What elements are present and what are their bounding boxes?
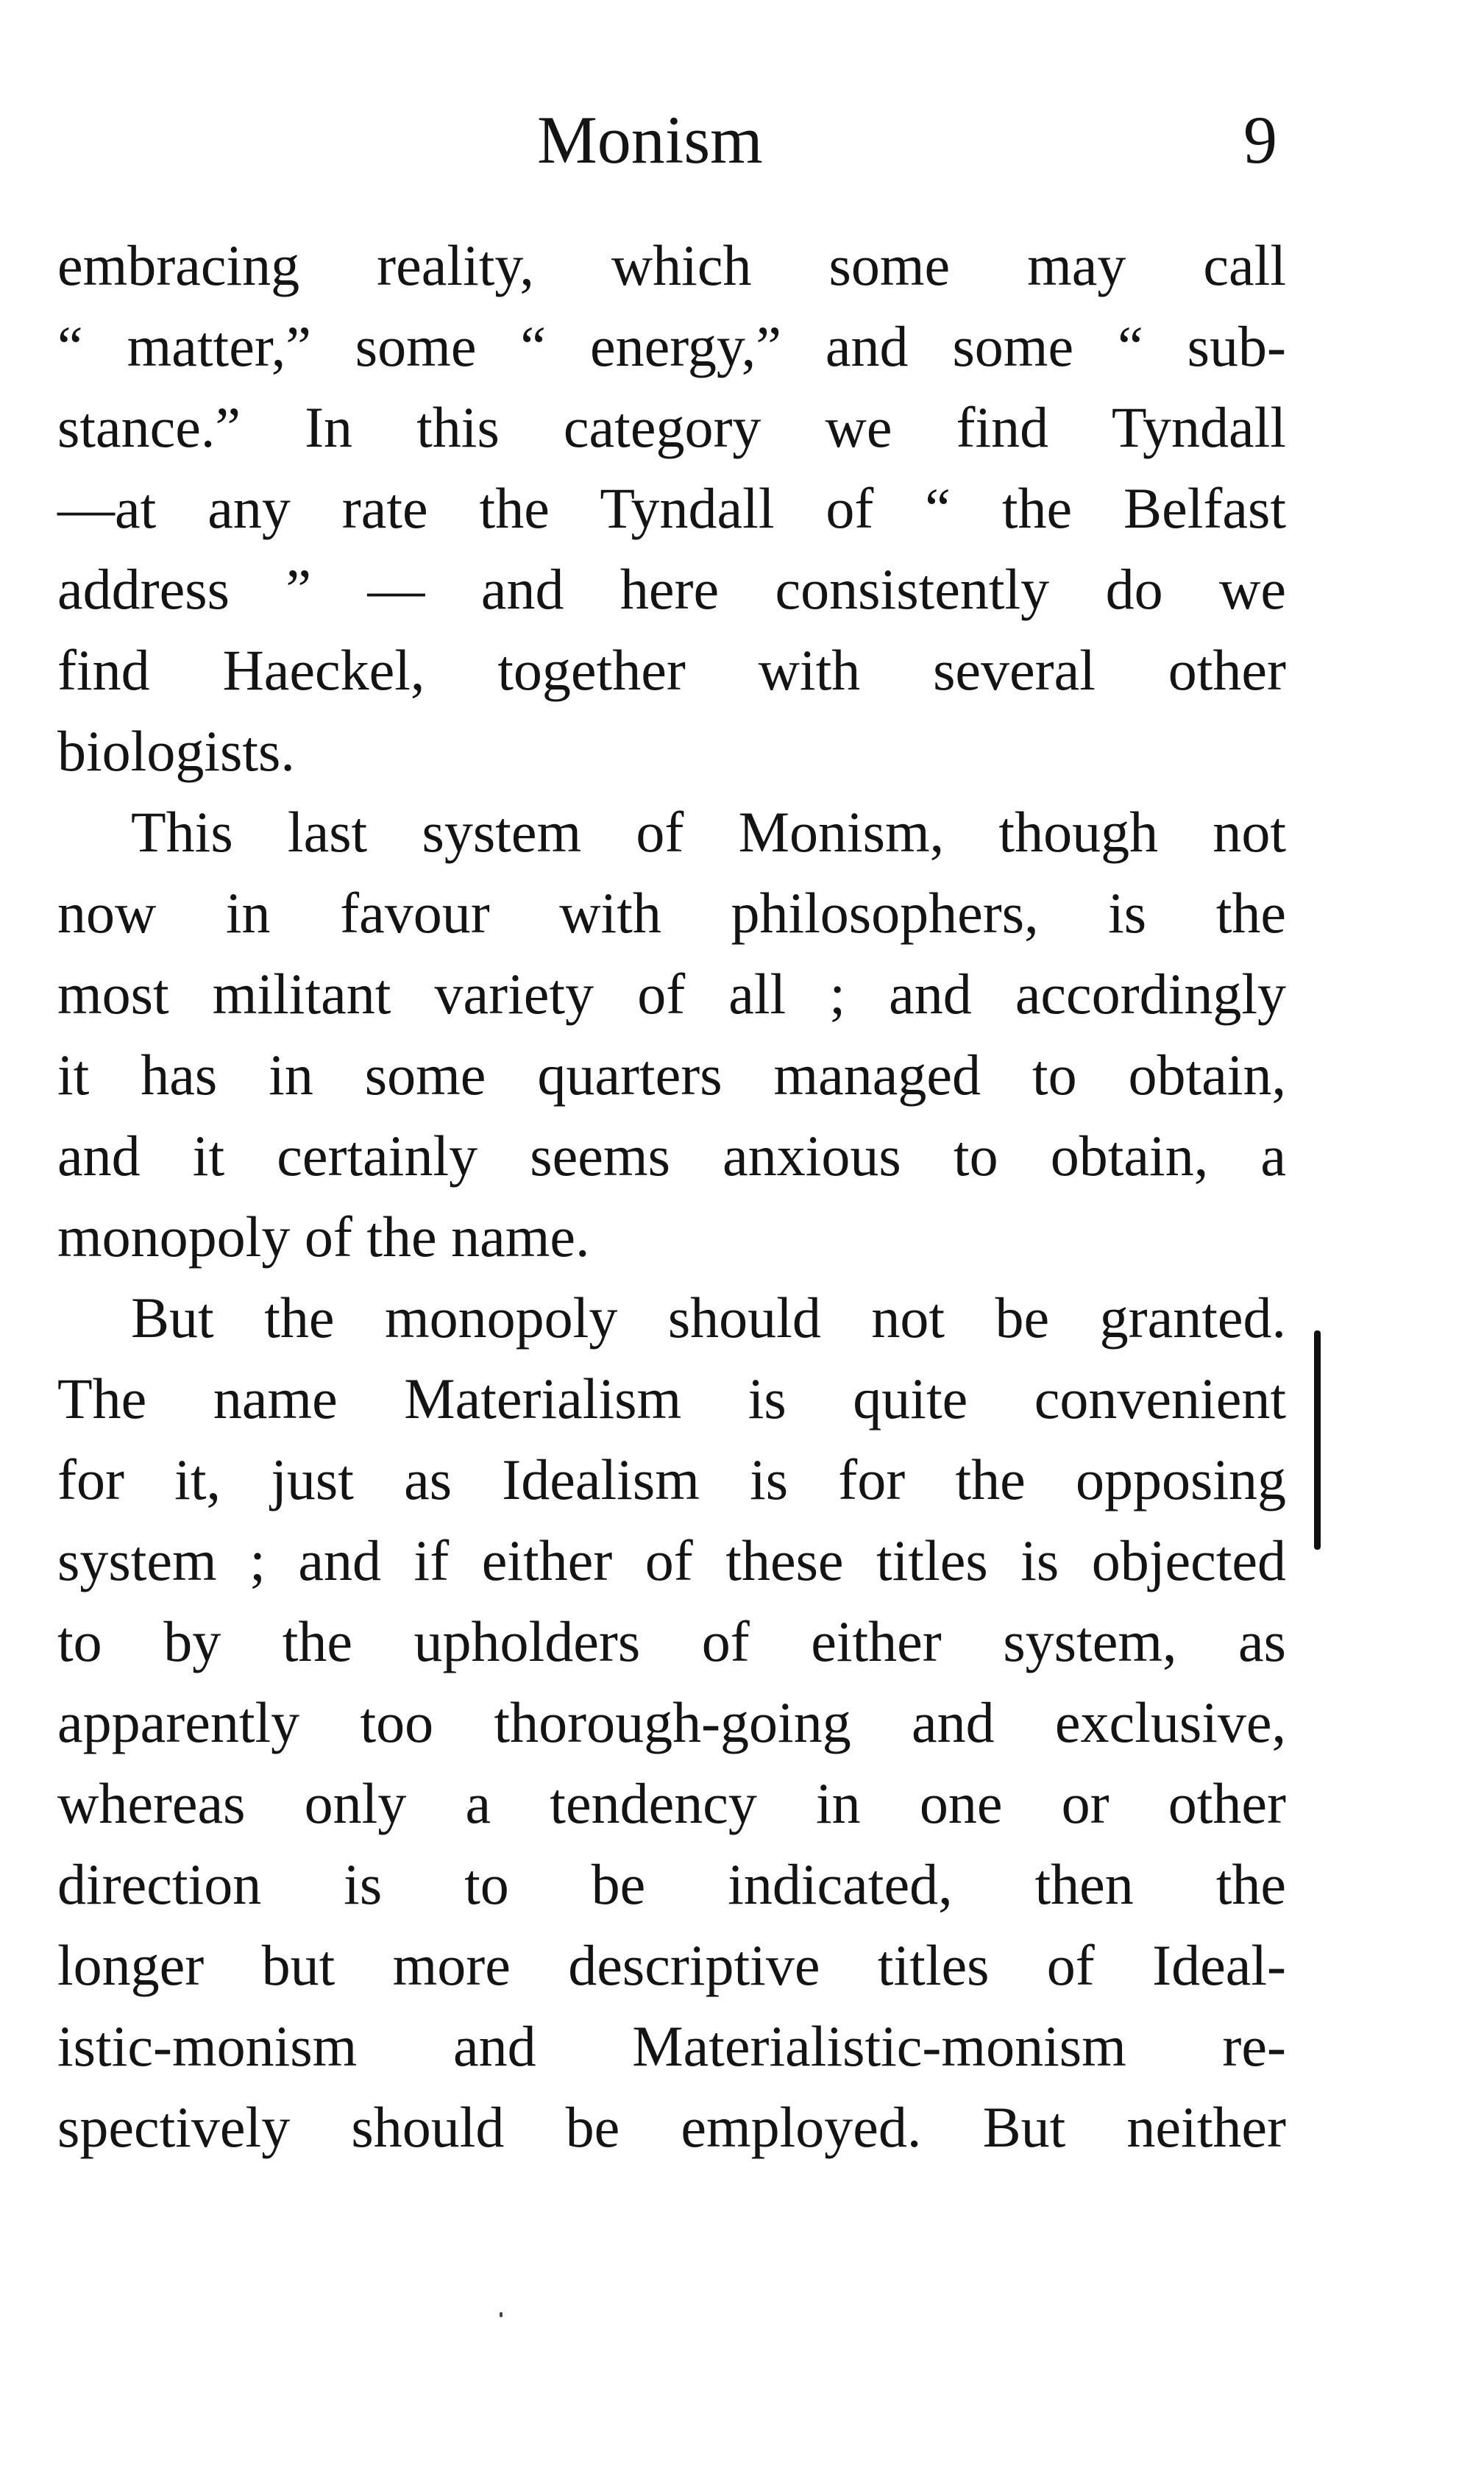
running-head: [0, 96, 1484, 184]
text-line: But the monopoly should not be granted.: [131, 1286, 1286, 1350]
body-text: [57, 225, 1286, 2168]
text-line: spectively should be employed. But neither: [57, 2095, 1286, 2159]
text-line: —at any rate the Tyndall of “ the Belfast: [57, 476, 1286, 540]
paragraph-1: [57, 225, 1286, 792]
paper-speck: [500, 2312, 503, 2317]
paragraph-2: [57, 792, 1286, 1277]
text-line: The name Materialism is quite convenient: [57, 1367, 1286, 1431]
text-line: embracing reality, which some may call: [57, 233, 1286, 297]
text-line: monopoly of the name.: [57, 1205, 590, 1269]
text-line: biologists.: [57, 719, 295, 783]
text-line: address ” — and here consistently do we: [57, 557, 1286, 621]
text-line: for it, just as Idealism is for the opposing: [57, 1447, 1286, 1511]
text-line: istic-monism and Materialistic-monism re-: [57, 2014, 1286, 2078]
text-line: and it certainly seems anxious to obtain, a: [57, 1124, 1286, 1188]
text-line: most militant variety of all ; and accordingly: [57, 962, 1286, 1026]
text-line: to by the upholders of either system, as: [57, 1609, 1286, 1673]
text-line: longer but more descriptive titles of Ideal-: [57, 1933, 1286, 1997]
text-line: stance.” In this category we find Tyndall: [57, 395, 1286, 459]
page-number: 9: [1243, 102, 1277, 177]
text-line: This last system of Monism, though not: [131, 800, 1286, 864]
text-line: now in favour with philosophers, is the: [57, 881, 1286, 945]
text-line: whereas only a tendency in one or other: [57, 1771, 1286, 1835]
margin-pencil-mark: [1314, 1330, 1321, 1550]
text-line: system ; and if either of these titles is objected: [57, 1528, 1286, 1592]
text-line: it has in some quarters managed to obtain,: [57, 1043, 1286, 1107]
text-line: “ matter,” some “ energy,” and some “ sub-: [57, 314, 1286, 378]
text-line: apparently too thorough-going and exclusive,: [57, 1690, 1286, 1754]
paragraph-3: [57, 1277, 1286, 2168]
text-line: find Haeckel, together with several other: [57, 638, 1286, 702]
running-head-title: Monism: [537, 102, 763, 177]
text-line: direction is to be indicated, then the: [57, 1852, 1286, 1916]
